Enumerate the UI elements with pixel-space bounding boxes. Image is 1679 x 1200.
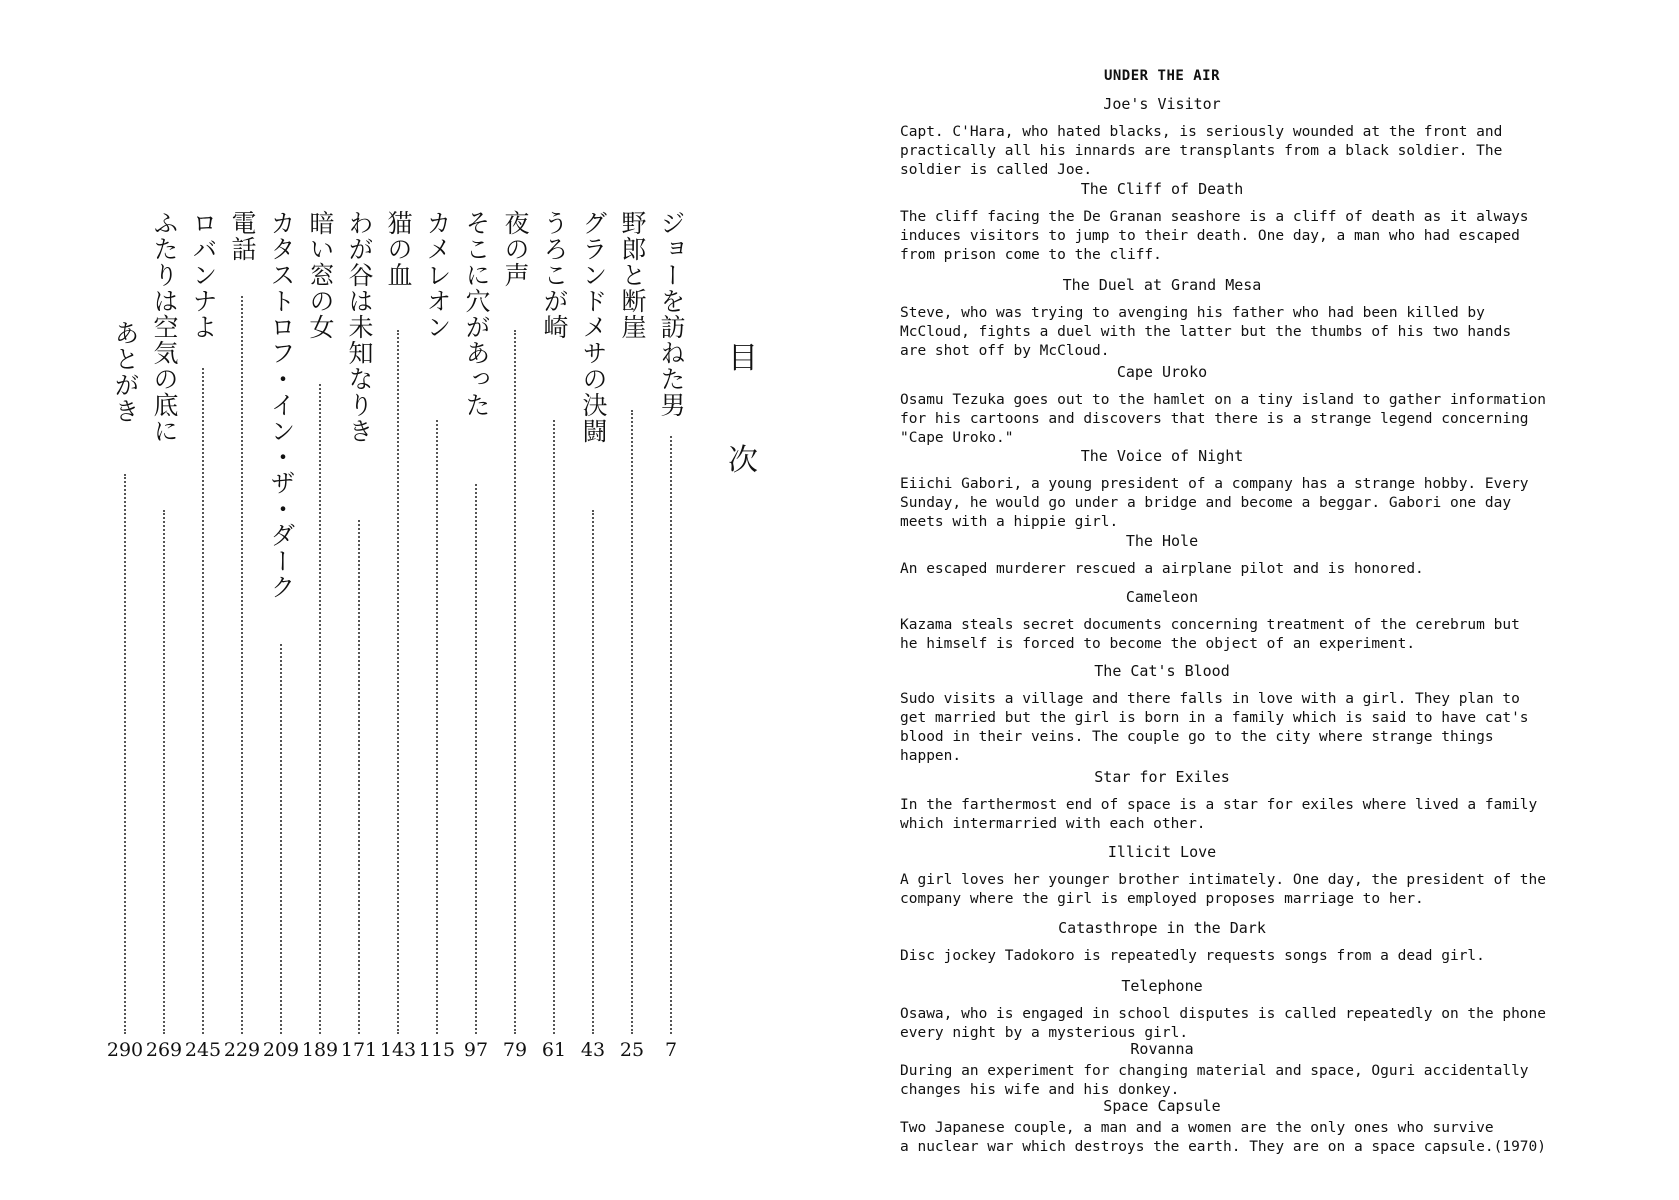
toc-leader-dots [319, 384, 321, 1034]
toc-leader-dots [202, 368, 204, 1034]
toc-leader-dots [358, 520, 360, 1034]
toc-entry [420, 210, 454, 1060]
toc-leader-dots [514, 330, 516, 1034]
toc-entry-page: 61 [541, 1039, 567, 1061]
toc-entry-title: グランドメサの決闘 [579, 210, 608, 444]
toc-entry-title: カメレオン [423, 210, 452, 340]
toc-leader-dots [241, 296, 243, 1034]
toc-entry-page: 7 [664, 1039, 678, 1061]
toc-entry-page: 209 [262, 1039, 300, 1061]
story-title: The Hole [1125, 532, 1199, 550]
story-summary: Two Japanese couple, a man and a women are the only ones who survive a nuclear war which destroys the earth. They are on a space capsule.(1970) [900, 1120, 1547, 1155]
story-title: The Duel at Grand Mesa [1062, 276, 1262, 294]
toc-entry-page: 245 [184, 1039, 222, 1061]
story-title: Telephone [1121, 977, 1203, 995]
story-summary: Osawa, who is engaged in school disputes is called repeatedly on the phone every night by a mysterious girl. [900, 1006, 1547, 1041]
toc-leader-dots [670, 436, 672, 1034]
english-synopsis-page [900, 0, 1620, 1200]
toc-entry-page: 143 [379, 1039, 417, 1061]
toc-entry-title: あとがき [111, 320, 140, 424]
story-summary: During an experiment for changing material and space, Oguri accidentally changes his wife and his donkey. [900, 1063, 1529, 1098]
story-title: Star for Exiles [1094, 768, 1230, 786]
toc-entry [381, 210, 415, 1060]
toc-leader-dots [436, 420, 438, 1034]
story-summary: A girl loves her younger brother intimately. One day, the president of the company where the girl is employed proposes marriage to her. [900, 872, 1547, 907]
toc-entry-title: カタストロフ・イン・ザ・ダーク [267, 210, 296, 600]
toc-entry-title: ジョーを訪ねた男 [657, 210, 686, 418]
toc-entry-page: 115 [418, 1039, 456, 1061]
toc-entry-title: 猫の血 [384, 210, 413, 288]
toc-entry-page: 97 [463, 1039, 489, 1061]
toc-leader-dots [397, 330, 399, 1034]
story-title: Catasthrope in the Dark [1058, 919, 1266, 937]
toc-leader-dots [631, 410, 633, 1034]
toc-leader-dots [124, 474, 126, 1034]
toc-entry [147, 210, 181, 1060]
story-summary: Osamu Tezuka goes out to the hamlet on a tiny island to gather information for his cartoons and discovers that there is a strange legend concerning "Cape Uroko." [900, 392, 1547, 446]
story-summary: Sudo visits a village and there falls in love with a girl. They plan to get married but the girl is born in a family which is said to have cat's blood in their veins. The couple go to the city where strange things happen. [900, 691, 1529, 764]
toc-entry [459, 210, 493, 1060]
story-title: Space Capsule [1103, 1097, 1221, 1115]
synopsis-main-title: UNDER THE AIR [1103, 68, 1221, 84]
toc-entry [108, 320, 142, 1060]
toc-entry-page: 189 [301, 1039, 339, 1061]
toc-leader-dots [475, 484, 477, 1034]
story-title: Rovanna [1130, 1040, 1194, 1058]
toc-entry-title: 夜の声 [501, 210, 530, 288]
story-title: Illicit Love [1107, 843, 1217, 861]
toc-entry-page: 171 [340, 1039, 378, 1061]
toc-entry [654, 210, 688, 1060]
story-summary: The cliff facing the De Granan seashore is a cliff of death as it always induces visitors to jump to their death. One day, a man who had escaped from prison come to the cliff. [900, 209, 1529, 263]
story-summary: Disc jockey Tadokoro is repeatedly requests songs from a dead girl. [900, 948, 1485, 964]
story-title: Joe's Visitor [1103, 95, 1221, 113]
toc-heading-char-1: 目 [728, 341, 758, 376]
toc-entry [225, 210, 259, 1060]
toc-entry-title: うろこが崎 [540, 210, 569, 340]
toc-entry [498, 210, 532, 1060]
toc-entry-title: わが谷は未知なりき [345, 210, 374, 444]
toc-entry [615, 210, 649, 1060]
toc-leader-dots [163, 510, 165, 1034]
toc-leader-dots [592, 510, 594, 1034]
toc-entry-page: 269 [145, 1039, 183, 1061]
story-title: The Cat's Blood [1094, 662, 1230, 680]
toc-entry [576, 210, 610, 1060]
story-title: Cameleon [1125, 588, 1199, 606]
toc-entry-title: 暗い窓の女 [306, 210, 335, 340]
story-summary: Eiichi Gabori, a young president of a company has a strange hobby. Every Sunday, he would go under a bridge and become a beggar. Gabori one day meets with a hippie girl. [900, 476, 1529, 530]
toc-entry [303, 210, 337, 1060]
toc-heading-char-2: 次 [728, 443, 758, 478]
toc-entry-page: 290 [106, 1039, 144, 1061]
toc-entry [186, 210, 220, 1060]
toc-entry-page: 25 [619, 1039, 645, 1061]
toc-entry-page: 43 [580, 1039, 606, 1061]
toc-leader-dots [553, 420, 555, 1034]
toc-entry [264, 210, 298, 1060]
story-summary: Kazama steals secret documents concerning treatment of the cerebrum but he himself is forced to become the object of an experiment. [900, 617, 1520, 652]
toc-entry [537, 210, 571, 1060]
toc-entry [342, 210, 376, 1060]
toc-entry-title: ふたりは空気の底に [150, 210, 179, 444]
toc-entry-title: 電話 [228, 210, 257, 262]
toc-entry-title: 野郎と断崖 [618, 210, 647, 340]
table-of-contents-page [0, 0, 760, 1200]
story-title: The Voice of Night [1080, 447, 1244, 465]
toc-entry-page: 229 [223, 1039, 261, 1061]
story-summary: Steve, who was trying to avenging his father who had been killed by McCloud, fights a duel with the latter but the thumbs of his two hands are shot off by McCloud. [900, 305, 1512, 359]
toc-entry-title: ロバンナよ [189, 210, 218, 340]
story-title: The Cliff of Death [1080, 180, 1244, 198]
story-summary: In the farthermost end of space is a star for exiles where lived a family which intermarried with each other. [900, 797, 1538, 832]
toc-leader-dots [280, 644, 282, 1034]
story-summary: Capt. C'Hara, who hated blacks, is seriously wounded at the front and practically all his innards are transplants from a black soldier. The soldier is called Joe. [900, 124, 1503, 178]
story-title: Cape Uroko [1116, 363, 1208, 381]
story-summary: An escaped murderer rescued a airplane pilot and is honored. [900, 561, 1424, 577]
toc-entry-title: そこに穴があった [462, 210, 491, 418]
toc-entry-page: 79 [502, 1039, 528, 1061]
